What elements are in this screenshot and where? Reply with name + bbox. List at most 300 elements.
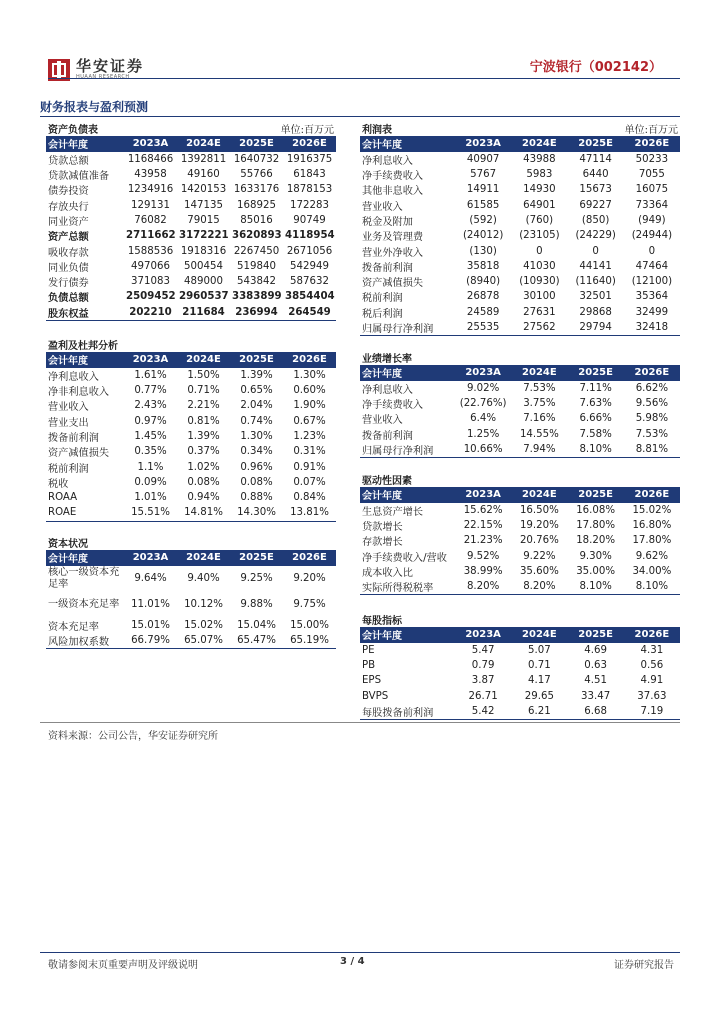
row-value: 5.42 (455, 704, 511, 720)
row-value: 41030 (523, 260, 556, 272)
row-value: 66.79% (124, 633, 177, 649)
row-label: PE (362, 644, 375, 656)
row-value: 15.02% (184, 619, 223, 631)
table-row (360, 274, 680, 289)
row-label: 净非利息收入 (48, 387, 110, 399)
row-value: 0.74% (240, 415, 273, 427)
row-value: 9.88% (240, 598, 273, 610)
row-label: 净手续费收入 (362, 400, 424, 412)
table-row (46, 383, 336, 398)
row-value: 47464 (635, 260, 669, 272)
row-value: 0.34% (240, 446, 273, 458)
capital-table (46, 535, 336, 649)
row-value: (850) (581, 214, 610, 226)
row-value: 0.84% (293, 492, 326, 504)
table-row (360, 213, 680, 228)
row-value: 26.71 (468, 690, 498, 702)
row-value: 543842 (237, 276, 276, 288)
row-value: 147135 (184, 199, 223, 211)
row-value: 9.30% (579, 550, 612, 562)
table-row (360, 442, 680, 458)
row-value: 20.76% (519, 535, 559, 547)
header-year: 2026E (283, 352, 336, 367)
row-value: 15.01% (131, 619, 170, 631)
row-value: 3854404 (285, 291, 335, 303)
row-value: (592) (469, 214, 497, 226)
row-label: 成本收入比 (362, 567, 413, 579)
row-value: 15.02% (632, 504, 672, 516)
row-value: 0.65% (240, 385, 273, 397)
logo-subtitle: HUAAN RESEARCH (76, 74, 130, 80)
row-value: 0.63 (584, 660, 607, 672)
row-label: 税前利润 (48, 463, 89, 475)
row-value: 16.08% (576, 504, 616, 516)
row-value: 7.58% (579, 428, 612, 440)
header-label: 会计年度 (360, 627, 455, 642)
row-value: 35364 (635, 291, 669, 303)
row-value: 40907 (466, 153, 500, 165)
row-value: 0.81% (187, 415, 220, 427)
table-row (360, 426, 680, 441)
row-value: 61585 (466, 199, 500, 211)
row-value: 8.81% (624, 442, 680, 458)
row-value: 3.87 (471, 675, 495, 687)
table-row (46, 413, 336, 428)
row-label: ROAE (46, 505, 124, 521)
row-value: 0.56 (640, 660, 664, 672)
growth-table (360, 350, 680, 458)
header-year: 2023A (455, 365, 511, 380)
header-year: 2026E (624, 136, 680, 151)
table-row (360, 182, 680, 197)
row-label: 资本充足率 (48, 621, 99, 633)
header-year: 2025E (230, 352, 283, 367)
per-share-table (360, 612, 680, 720)
row-value: 7.11% (579, 382, 612, 394)
row-label: 拨备前利润 (48, 432, 99, 444)
row-label: 营业支出 (48, 417, 89, 429)
row-value: 211684 (177, 305, 230, 321)
table-row (46, 182, 336, 197)
row-value: 0.94% (187, 492, 220, 504)
row-value: 3.75% (523, 398, 556, 410)
row-value: (949) (638, 214, 666, 226)
header-label: 会计年度 (46, 550, 124, 565)
row-value: 19.20% (519, 520, 559, 532)
row-value: 489000 (184, 276, 223, 288)
row-value: 85016 (240, 214, 273, 226)
row-value: 2960537 (179, 291, 229, 303)
table-row (360, 167, 680, 182)
row-value: 37.63 (637, 690, 667, 702)
row-value: 9.64% (134, 572, 167, 584)
row-value: 1.39% (187, 430, 220, 442)
row-value: 2509452 (126, 291, 176, 303)
row-value: 27562 (511, 320, 567, 336)
row-value: 0.07% (293, 476, 326, 488)
table-row (360, 579, 680, 595)
row-value: 0.08% (240, 476, 273, 488)
table-unit: 单位:百万元 (624, 125, 678, 137)
table-row (46, 274, 336, 289)
row-label: 发行债券 (48, 278, 89, 290)
row-value: 3620893 (232, 230, 282, 242)
footer-divider (40, 952, 680, 953)
header-label: 会计年度 (46, 352, 124, 367)
table-row (46, 592, 336, 618)
row-value: 542949 (290, 260, 329, 272)
header-year: 2024E (511, 365, 567, 380)
row-value: 8.10% (624, 579, 680, 595)
row-value: 5767 (470, 169, 497, 181)
row-value: 33.47 (581, 690, 611, 702)
row-value: 0.31% (293, 446, 326, 458)
row-value: 5983 (526, 169, 553, 181)
row-value: (22.76%) (459, 398, 507, 410)
row-label: EPS (362, 675, 382, 687)
row-value: 1.61% (134, 369, 167, 381)
table-header-row (46, 352, 336, 367)
table-row (360, 228, 680, 243)
table-row (46, 444, 336, 459)
row-value: 15.04% (237, 619, 276, 631)
table-row (360, 152, 680, 167)
row-label: 营业收入 (362, 201, 403, 213)
table-title: 盈利及杜邦分析 (48, 341, 118, 353)
row-value: 1.25% (466, 428, 500, 440)
row-value: 1.30% (293, 369, 326, 381)
row-value: 0.60% (293, 385, 326, 397)
row-value: 3172221 (179, 230, 229, 242)
row-label: 净利息收入 (362, 155, 413, 167)
table-row (360, 704, 680, 720)
row-value: 13.81% (283, 505, 336, 521)
table-row (360, 548, 680, 563)
table-row (360, 305, 680, 320)
row-value: 6.4% (470, 413, 497, 425)
row-value: 9.02% (466, 382, 500, 394)
row-value: 4.51 (584, 675, 607, 687)
table-row (360, 518, 680, 533)
table-title: 利润表 (362, 125, 392, 137)
row-value: 0.97% (134, 415, 167, 427)
header-label: 会计年度 (360, 487, 455, 502)
row-value: 35.60% (519, 565, 559, 577)
row-value: 1.01% (134, 492, 167, 504)
row-value: 1392811 (180, 153, 227, 165)
row-value: 8.10% (568, 442, 624, 458)
row-value: 129131 (131, 199, 170, 211)
header-year: 2025E (568, 487, 624, 502)
row-value: (8940) (466, 276, 501, 288)
balance-sheet-table (46, 121, 336, 321)
row-value: 497066 (131, 260, 170, 272)
table-title-row (46, 121, 336, 136)
profitability-table (46, 337, 336, 522)
row-value: 8.10% (568, 579, 624, 595)
row-value: 7.94% (511, 442, 567, 458)
row-value: 9.52% (466, 550, 500, 562)
table-row (360, 289, 680, 304)
table-row (46, 197, 336, 212)
row-value: 15673 (579, 184, 612, 196)
row-label: 生息资产增长 (362, 506, 424, 518)
row-value: 172283 (290, 199, 329, 211)
row-value: 0 (536, 245, 543, 257)
row-value: 16075 (635, 184, 669, 196)
row-value: 38.99% (463, 565, 503, 577)
table-title-row (46, 337, 336, 352)
row-value: 168925 (237, 199, 276, 211)
row-label: 同业负债 (48, 262, 89, 274)
header-year: 2026E (624, 627, 680, 642)
table-header-row (46, 136, 336, 151)
row-value: 1.90% (293, 400, 326, 412)
row-value: 15.62% (463, 504, 503, 516)
row-value: 49160 (187, 169, 220, 181)
row-value: (24944) (631, 230, 673, 242)
table-row (46, 368, 336, 383)
row-value: 1916375 (286, 153, 333, 165)
table-row (360, 643, 680, 658)
row-label: 归属母行净利润 (360, 320, 455, 336)
table-row (46, 289, 336, 304)
row-value: 32499 (635, 306, 669, 318)
row-value: 29868 (579, 306, 612, 318)
table-header-row (360, 136, 680, 151)
row-label: 净利息收入 (48, 371, 99, 383)
table-row (360, 381, 680, 396)
header-year: 2023A (124, 136, 177, 151)
row-value: 11.01% (131, 598, 170, 610)
row-value: 9.62% (635, 550, 669, 562)
row-label: BVPS (362, 690, 389, 702)
header-year: 2024E (511, 627, 567, 642)
row-value: 61843 (293, 169, 326, 181)
row-value: 0.71 (528, 660, 551, 672)
row-label: 存款增长 (362, 537, 403, 549)
row-label: 净利息收入 (362, 384, 413, 396)
row-value: 236994 (230, 305, 283, 321)
table-row (360, 411, 680, 426)
row-value: 44141 (579, 260, 612, 272)
row-label: 净手续费收入 (362, 171, 424, 183)
row-value: 5.47 (471, 644, 495, 656)
row-value: 0.96% (240, 461, 273, 473)
row-value: 43958 (134, 169, 167, 181)
row-value: 1168466 (127, 153, 174, 165)
table-title: 驱动性因素 (362, 476, 412, 488)
row-value: 2.21% (187, 400, 220, 412)
row-label: PB (362, 660, 376, 672)
row-value: 65.47% (230, 633, 283, 649)
row-value: 9.75% (293, 598, 326, 610)
row-value: 15.00% (290, 619, 329, 631)
row-value: 10.12% (184, 598, 223, 610)
row-label: 税后利润 (362, 308, 403, 320)
table-title: 资产负债表 (48, 125, 98, 137)
header-label: 会计年度 (46, 136, 124, 151)
row-value: (11640) (575, 276, 616, 288)
row-value: 6.68 (568, 704, 624, 720)
row-value: 14.30% (230, 505, 283, 521)
row-value: 1640732 (233, 153, 280, 165)
header-year: 2026E (624, 487, 680, 502)
row-value: 4.31 (640, 644, 664, 656)
row-value: 202210 (124, 305, 177, 321)
row-value: 7.16% (523, 413, 556, 425)
row-value: 5.07 (528, 644, 551, 656)
row-value: 14.81% (177, 505, 230, 521)
header-label: 会计年度 (360, 136, 455, 151)
row-value: 47114 (579, 153, 612, 165)
row-value: 4118954 (285, 230, 335, 242)
row-label: 资产减值损失 (362, 278, 424, 290)
table-title-row (360, 612, 680, 627)
header-year: 2024E (511, 136, 567, 151)
row-label: 其他非息收入 (362, 186, 424, 198)
row-value: 2267450 (233, 245, 280, 257)
row-value: 4.91 (640, 675, 664, 687)
table-row (360, 503, 680, 518)
row-value: 1.50% (187, 369, 220, 381)
row-label: 拨备前利润 (362, 430, 413, 442)
header-year: 2025E (568, 136, 624, 151)
header-year: 2026E (283, 550, 336, 565)
row-value: 1918316 (180, 245, 227, 257)
table-row (46, 305, 336, 321)
header-year: 2024E (177, 136, 230, 151)
row-value: 264549 (283, 305, 336, 321)
row-value: 0.88% (240, 492, 273, 504)
row-label: 营业外净收入 (362, 247, 424, 259)
table-row (360, 658, 680, 673)
row-value: 22.15% (463, 520, 503, 532)
header-year: 2023A (124, 550, 177, 565)
row-value: 2671056 (286, 245, 333, 257)
table-row (360, 243, 680, 258)
row-label: 负债总额 (48, 293, 89, 305)
header-year: 2024E (177, 352, 230, 367)
table-row (46, 475, 336, 490)
table-row (46, 459, 336, 474)
row-value: 2.43% (134, 400, 167, 412)
table-row (360, 533, 680, 548)
table-header-row (46, 550, 336, 565)
row-value: 371083 (131, 276, 170, 288)
row-label: 资产总额 (48, 232, 89, 244)
row-value: 55766 (240, 169, 273, 181)
row-label: 净手续费收入/营收 (362, 552, 447, 564)
row-value: 6.62% (635, 382, 669, 394)
row-label: 核心一级资本充足率 (48, 566, 120, 590)
row-label: 股东权益 (46, 305, 124, 321)
row-value: 0.09% (134, 476, 167, 488)
row-value: 25535 (455, 320, 511, 336)
row-label: 税收 (48, 478, 69, 490)
row-value: 29794 (568, 320, 624, 336)
row-value: (24012) (462, 230, 504, 242)
row-value: 4.69 (584, 644, 607, 656)
header-label: 会计年度 (360, 365, 455, 380)
row-value: 27631 (523, 306, 556, 318)
row-value: 29.65 (524, 690, 554, 702)
table-row (46, 505, 336, 521)
row-value: 10.66% (455, 442, 511, 458)
row-value: 0.37% (187, 446, 220, 458)
row-value: 6440 (582, 169, 609, 181)
row-value: 1.39% (240, 369, 273, 381)
row-value: 1.45% (134, 430, 167, 442)
row-value: 17.80% (576, 520, 616, 532)
header-divider (48, 78, 680, 79)
row-value: 4.17 (528, 675, 551, 687)
row-value: 65.19% (283, 633, 336, 649)
row-value: (760) (525, 214, 554, 226)
row-value: 7.63% (579, 398, 612, 410)
row-value: 1234916 (127, 184, 174, 196)
header-year: 2026E (624, 365, 680, 380)
row-value: 0.08% (187, 476, 220, 488)
row-value: 1878153 (286, 184, 333, 196)
row-value: 43988 (523, 153, 556, 165)
table-row (360, 396, 680, 411)
row-label: 存放央行 (48, 201, 89, 213)
header-year: 2026E (283, 136, 336, 151)
row-label: 归属母行净利润 (360, 442, 455, 458)
header-year: 2023A (124, 352, 177, 367)
footer-disclaimer: 敬请参阅末页重要声明及评级说明 (48, 960, 198, 971)
row-value: 0.77% (134, 385, 167, 397)
table-title-row (46, 535, 336, 550)
section-title: 财务报表与盈利预测 (40, 100, 149, 114)
header-year: 2023A (455, 136, 511, 151)
row-value: 9.40% (187, 572, 220, 584)
row-value: 1420153 (180, 184, 227, 196)
stock-name: 宁波银行（002142） (529, 60, 662, 75)
row-value: 2711662 (126, 230, 176, 242)
row-value: 7055 (638, 169, 665, 181)
income-statement-table (360, 121, 680, 336)
row-value: 0.91% (293, 461, 326, 473)
table-header-row (360, 365, 680, 380)
drivers-table (360, 472, 680, 595)
row-value: 18.20% (576, 535, 616, 547)
row-label: 税前利润 (362, 293, 403, 305)
row-value: 65.07% (177, 633, 230, 649)
table-row (46, 566, 336, 592)
row-value: 73364 (635, 199, 669, 211)
row-value: 3383899 (232, 291, 282, 303)
row-label: 风险加权系数 (46, 633, 124, 649)
table-row (46, 490, 336, 505)
row-value: 32418 (624, 320, 680, 336)
row-value: 1.1% (137, 461, 164, 473)
table-title: 资本状况 (48, 539, 88, 551)
header-year: 2023A (455, 487, 511, 502)
section-divider (40, 116, 680, 117)
row-value: 35.00% (576, 565, 616, 577)
row-value: 519840 (237, 260, 276, 272)
footer-report-type: 证券研究报告 (614, 960, 674, 971)
row-value: 9.22% (523, 550, 556, 562)
table-row (360, 259, 680, 274)
row-label: 一级资本充足率 (48, 598, 120, 610)
row-value: 0.71% (187, 385, 220, 397)
row-value: (12100) (631, 276, 673, 288)
row-value: 16.80% (632, 520, 672, 532)
row-label: 营业收入 (362, 415, 403, 427)
